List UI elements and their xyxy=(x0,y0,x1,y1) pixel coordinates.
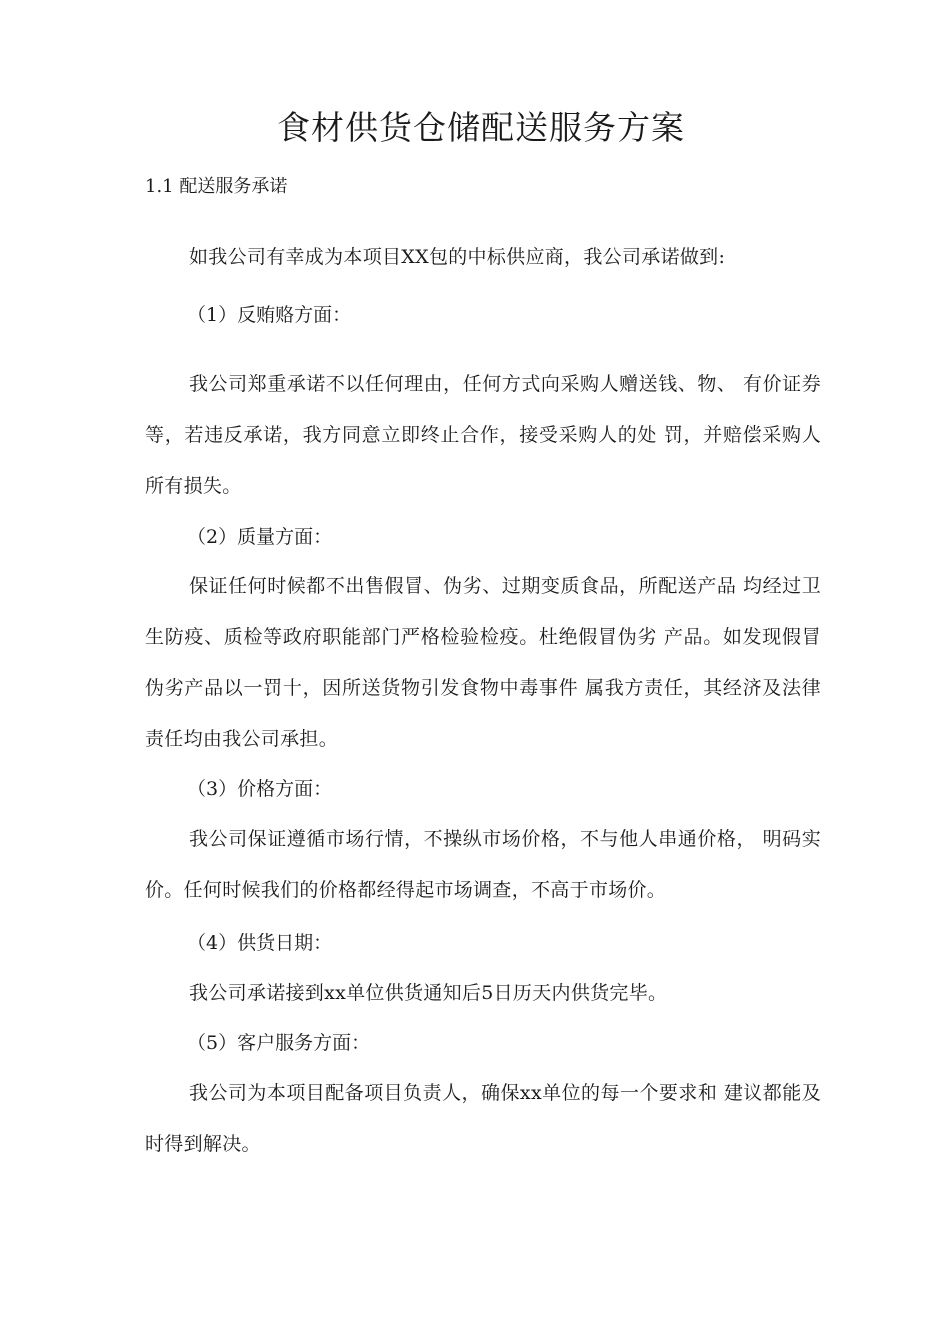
item-2-body: 保证任何时候都不出售假冒、伪劣、过期变质食品，所配送产品 均经过卫生防疫、质检等政府职能部门严格检验检疫。杜绝假冒伪劣 产品。如发现假冒伪劣产品以一罚十，因所送货物引发食物中毒事件 属我方责任，其经济及法律责任均由我公司承担。 xyxy=(145,575,821,750)
item-4-body: 我公司承诺接到xx单位供货通知后5日历天内供货完毕。 xyxy=(189,982,668,1004)
section-heading: 1.1 配送服务承诺 xyxy=(145,176,288,197)
item-1-body: 我公司郑重承诺不以任何理由，任何方式向采购人赠送钱、物、 有价证券等，若违反承诺，我方同意立即终止合作，接受采购人的处 罚，并赔偿采购人所有损失。 xyxy=(145,373,821,497)
item-4-heading: （4）供货日期： xyxy=(187,932,333,954)
item-1-heading: （1）反贿赂方面： xyxy=(187,304,352,326)
item-5-body: 我公司为本项目配备项目负责人，确保xx单位的每一个要求和 建议都能及时得到解决。 xyxy=(145,1082,821,1155)
item-3-body: 我公司保证遵循市场行情，不操纵市场价格，不与他人串通价格， 明码实价。任何时候我们的价格都经得起市场调查，不高于市场价。 xyxy=(145,828,821,901)
intro-paragraph: 如我公司有幸成为本项目XX包的中标供应商，我公司承诺做到: xyxy=(189,246,726,268)
document-title: 食材供货仓储配送服务方案 xyxy=(277,108,685,147)
item-2-heading: （2）质量方面： xyxy=(187,526,333,548)
item-5-heading: （5）客户服务方面： xyxy=(187,1032,371,1054)
item-3-heading: （3）价格方面： xyxy=(187,778,333,800)
